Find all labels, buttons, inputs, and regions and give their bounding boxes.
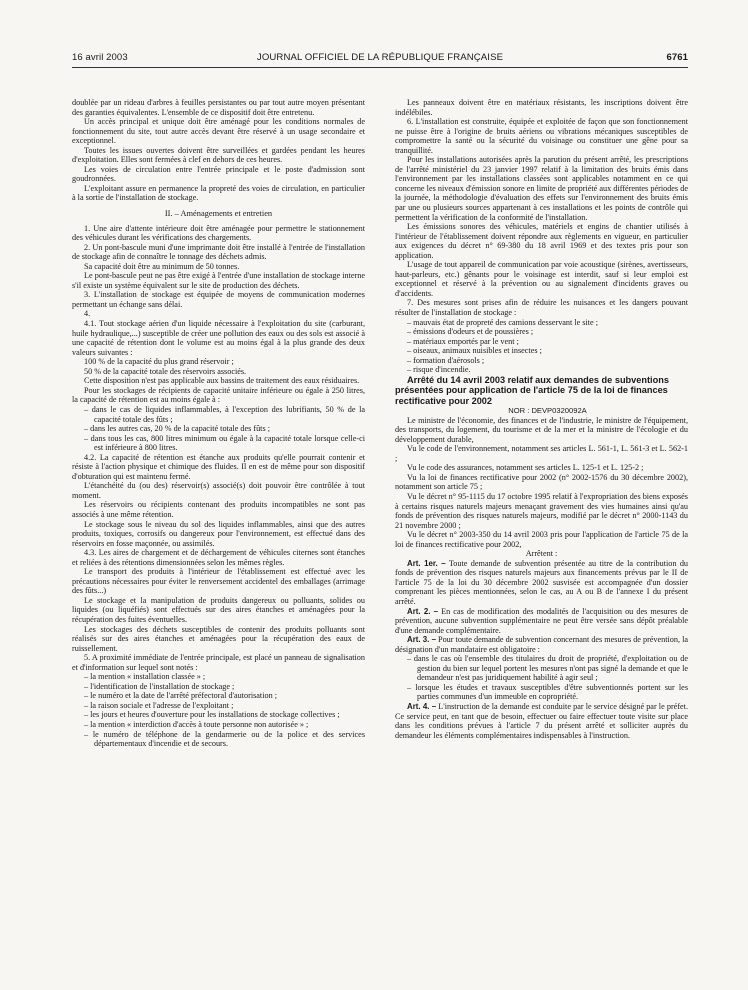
paragraph: L'usage de tout appareil de communication par voie acoustique (sirènes, avertisseurs, haut-parleurs, etc.) gênants pour le voisinage est interdit, sauf si leur emploi est exceptionnel et réservé à la prévention ou au signalement d'incidents graves ou d'accidents. — [395, 260, 688, 298]
paragraph: 6. L'installation est construite, équipée et exploitée de façon que son fonctionnement ne puisse être à l'origine de bruits aériens ou vibrations mécaniques susceptibles de compromettre la santé ou la sécurité du voisinage ou constituer une gêne pour sa tranquillité. — [395, 117, 688, 155]
list-item: – émissions d'odeurs et de poussières ; — [395, 327, 688, 337]
paragraph: 4.1. Tout stockage aérien d'un liquide nécessaire à l'exploitation du site (carburant, huile hydraulique,...) susceptible de créer une pollution des eaux ou des sols est associé à une capacité de rétention dont le volume est au moins égal à la plus grande des deux valeurs suivantes : — [72, 319, 365, 357]
paragraph: 50 % de la capacité totale des réservoirs associés. — [84, 366, 247, 376]
paragraph: 3. L'installation de stockage est équipée de moyens de communication modernes permettant un échange sans délai. — [72, 290, 365, 309]
list-item: – dans les autres cas, 20 % de la capacité totale des fûts ; — [72, 424, 365, 434]
list-item: – oiseaux, animaux nuisibles et insectes ; — [395, 346, 688, 356]
paragraph: 100 % de la capacité du plus grand réservoir ; — [84, 357, 234, 367]
list-item: – risque d'incendie. — [395, 365, 688, 375]
article-label: Art. 4. – — [407, 702, 437, 712]
capacity-list — [72, 405, 365, 453]
paragraph: 7. Des mesures sont prises afin de réduire les nuisances et les dangers pouvant résulter de l'installation de stockage : — [395, 298, 688, 318]
article-text: Pour toute demande de subvention concernant des mesures de prévention, la désignation d'un mandataire est obligatoire : — [395, 635, 688, 654]
paragraph: Vu le décret n° 2003-350 du 14 avril 2003 pris pour l'application de l'article 75 de la loi de finances rectificative pour 2002, — [395, 530, 688, 549]
paragraph: Le transport des produits à l'intérieur de l'établissement est effectué avec les précautions nécessaires pour éviter le renversement accidentel des emballages (arrimage des fûts...) — [72, 567, 365, 596]
list-item: – la mention « interdiction d'accès à toute personne non autorisée » ; — [72, 720, 365, 730]
paragraph: Vu le décret n° 95-1115 du 17 octobre 1995 relatif à l'expropriation des biens exposés à certains risques naturels majeurs menaçant gravement des vies humaines ainsi qu'au fonds de prévention des risques naturels majeurs, modifié par le décret n° 2000-1143 du 21 novembre 2000 ; — [395, 492, 688, 530]
paragraph: Toutes les issues ouvertes doivent être surveillées et gardées pendant les heures d'exploitation. Elles sont fermées à clef en dehors de ces heures. — [72, 145, 365, 165]
article-label: Art. 2. – — [407, 606, 439, 616]
list-item: – lorsque les études et travaux susceptibles d'être subventionnés portent sur les parties communes d'un immeuble en copropriété. — [395, 683, 688, 702]
paragraph: Les voies de circulation entre l'entrée principale et le poste d'admission sont goudronnées. — [72, 164, 365, 184]
paragraph: Les réservoirs ou récipients contenant des produits incompatibles ne sont pas associés à une même rétention. — [72, 500, 365, 519]
paragraph: 4.2. La capacité de rétention est étanche aux produits qu'elle pourrait contenir et résiste à l'action physique et chimique des fluides. Il en est de même pour son dispositif d'obturation qui est maintenu fermé. — [72, 452, 365, 481]
mandate-list — [395, 654, 688, 702]
paragraph: Le ministre de l'économie, des finances et de l'industrie, le ministre de l'équipement, des transports, du logement, du tourisme et de la mer et la ministre de l'écologie et du développement durable, — [395, 415, 688, 444]
article-3 — [395, 635, 688, 654]
list-item: – l'identification de l'installation de stockage ; — [72, 682, 365, 692]
list-item: – mauvais état de propreté des camions desservant le site ; — [395, 318, 688, 328]
paragraph: 1. Une aire d'attente intérieure doit être aménagée pour permettre le stationnement des véhicules durant les vérifications des chargements. — [72, 223, 365, 243]
paragraph: Pour les stockages de récipients de capacité unitaire inférieure ou égale à 250 litres, la capacité de rétention est au moins égale à : — [72, 385, 365, 405]
arretent-heading: Arrêtent : — [525, 549, 558, 559]
list-item: – matériaux emportés par le vent ; — [395, 337, 688, 347]
paragraph: Le stockage et la manipulation de produits dangereux ou polluants, solides ou liquides (ou liquéfiés) sont effectués sur des aires étanches et aménagées pour la récupération des fuites éventuelles. — [72, 595, 365, 624]
paragraph: Cette disposition n'est pas applicable aux bassins de traitement des eaux résiduaires. — [84, 376, 360, 386]
paragraph: Sa capacité doit être au minimum de 50 tonnes. — [84, 261, 240, 271]
paragraph: 2. Un pont-bascule muni d'une imprimante doit être installé à l'entrée de l'installation de stockage afin de connaître le tonnage des déchets admis. — [72, 242, 365, 262]
signage-list — [72, 672, 365, 748]
list-item: – dans le cas où l'ensemble des titulaires du droit de propriété, d'exploitation ou de gestion du bien sur lequel portent les mesures n'ont pas signé la demande et que le demandeur n'est pas juridiquement habilité à agir seul ; — [395, 654, 688, 683]
left-column — [72, 98, 365, 749]
list-item: – la raison sociale et l'adresse de l'exploitant ; — [72, 701, 365, 711]
paragraph: 5. A proximité immédiate de l'entrée principale, est placé un panneau de signalisation et d'information sur lequel sont notés : — [72, 653, 365, 672]
header-rule — [72, 67, 688, 68]
list-item: – le numéro de téléphone de la gendarmerie ou de la police et des services départementaux d'incendie et de secours. — [72, 730, 365, 749]
paragraph: L'exploitant assure en permanence la propreté des voies de circulation, en particulier à la sortie de l'installation de stockage. — [72, 183, 365, 203]
paragraph: Le stockage sous le niveau du sol des liquides inflammables, ainsi que des autres produits, toxiques, corrosifs ou dangereux pour l'environnement, est effectué dans des réservoirs en fosse maçonnée, ou assimilés. — [72, 519, 365, 548]
paragraph: Les panneaux doivent être en matériaux résistants, les inscriptions doivent être indélébiles. — [395, 98, 688, 117]
page-number: 6761 — [666, 52, 688, 63]
list-item: – le numéro et la date de l'arrêté préfectoral d'autorisation ; — [72, 691, 365, 701]
paragraph: doublée par un rideau d'arbres à feuilles persistantes ou par tout autre moyen présentant des garanties équivalentes. L'ensemble de ce dispositif doit être entretenu. — [72, 98, 365, 117]
paragraph: Les émissions sonores des véhicules, matériels et engins de chantier utilisés à l'intérieur de l'établissement doivent répondre aux règlements en vigueur, en particulier aux exigences du décret n° 69-380 du 18 avril 1969 et des textes pris pour son application. — [395, 222, 688, 260]
article-2 — [395, 607, 688, 636]
header-title: JOURNAL OFFICIEL DE LA RÉPUBLIQUE FRANÇAISE — [256, 52, 504, 63]
list-item: – dans tous les cas, 800 litres minimum ou égale à la capacité totale lorsque celle-ci est inférieure à 800 litres. — [72, 434, 365, 453]
paragraph: 4.3. Les aires de chargement et de déchargement de véhicules citernes sont étanches et reliées à des rétentions dimensionnées selon les mêmes règles. — [72, 548, 365, 567]
paragraph: Vu le code de l'environnement, notamment ses articles L. 561-1, L. 561-3 et L. 562-1 ; — [395, 444, 688, 463]
paragraph: Le pont-bascule peut ne pas être exigé à l'entrée d'une installation de stockage interne s'il existe un système équivalent sur le site de production des déchets. — [72, 271, 365, 290]
paragraph: Pour les installations autorisées après la parution du présent arrêté, les prescriptions de l'arrêté ministériel du 23 janvier 1997 relatif à la limitation des bruits émis dans l'environnement par les installations classées sont applicables notamment en ce qui concerne les niveaux d'émission sonore en limite de propriété aux différentes périodes de la journée, la méthodologie d'évaluation des effets sur l'environnement des bruits émis par une ou plusieurs sources appartenant à ces installations et les points de contrôle qui permettent la vérification de la conformité de l'installation. — [395, 155, 688, 222]
paragraph: Vu le code des assurances, notamment ses articles L. 125-1 et L. 125-2 ; — [407, 463, 644, 473]
paragraph: Un accès principal et unique doit être aménagé pour les conditions normales de fonctionnement du site, tout autre accès devant être réservé à un usage secondaire et exceptionnel. — [72, 117, 365, 146]
paragraph: Les stockages des déchets susceptibles de contenir des produits polluants sont réalisés sur des aires étanches et aménagées pour la récupération des eaux de ruissellement. — [72, 624, 365, 653]
paragraph: Vu la loi de finances rectificative pour 2002 (n° 2002-1576 du 30 décembre 2002), notamment son article 75 ; — [395, 472, 688, 492]
nor-reference: NOR : DEVP0320092A — [508, 406, 587, 416]
list-item: – les jours et heures d'ouverture pour les installations de stockage collectives ; — [72, 710, 365, 720]
article-1 — [395, 559, 688, 607]
article-text: Toute demande de subvention présentée au titre de la contribution du fonds de prévention des risques naturels majeurs aux financements prévus par le II de l'article 75 de la loi du 30 décembre 2002 susvisée est accompagnée d'un dossier comprenant les pièces mentionnées, selon le cas, au A ou B de l'annexe I du présent arrêté. — [395, 558, 689, 607]
section-heading: II. – Aménagements et entretien — [164, 209, 273, 219]
paragraph: L'étanchéité du (ou des) réservoir(s) associé(s) doit pouvoir être contrôlée à tout moment. — [72, 481, 365, 500]
article-4 — [395, 702, 688, 740]
list-item: – formation d'aérosols ; — [395, 356, 688, 366]
article-text: L'instruction de la demande est conduite par le service désigné par le préfet. Ce service peut, en tant que de besoin, effectuer ou faire effectuer toute visite sur place dans les conditions prévues à l'article 7 du présent arrêté et solliciter auprès du demandeur les éléments complémentaires indispensables à l'instruction. — [395, 702, 688, 740]
arrete-title: Arrêté du 14 avril 2003 relatif aux demandes de subventions présentées pour application de l'article 75 de la loi de finances rectificative pour 2002 — [395, 374, 669, 406]
nuisance-list — [395, 318, 688, 375]
list-item: – dans le cas de liquides inflammables, à l'exception des lubrifiants, 50 % de la capacité totale des fûts ; — [72, 405, 365, 424]
article-label: Art. 3. – — [407, 635, 436, 645]
article-text: En cas de modification des modalités de l'acquisition ou des mesures de prévention, aucune subvention supplémentaire ne peut être versée sans dépôt préalable d'une demande complémentaire. — [395, 606, 688, 635]
page-header — [72, 52, 688, 68]
header-date: 16 avril 2003 — [72, 52, 128, 63]
article-label: Art. 1er. – — [407, 558, 446, 568]
right-column — [395, 98, 688, 740]
paragraph: 4. — [84, 309, 91, 319]
list-item: – la mention « installation classée » ; — [72, 672, 365, 682]
